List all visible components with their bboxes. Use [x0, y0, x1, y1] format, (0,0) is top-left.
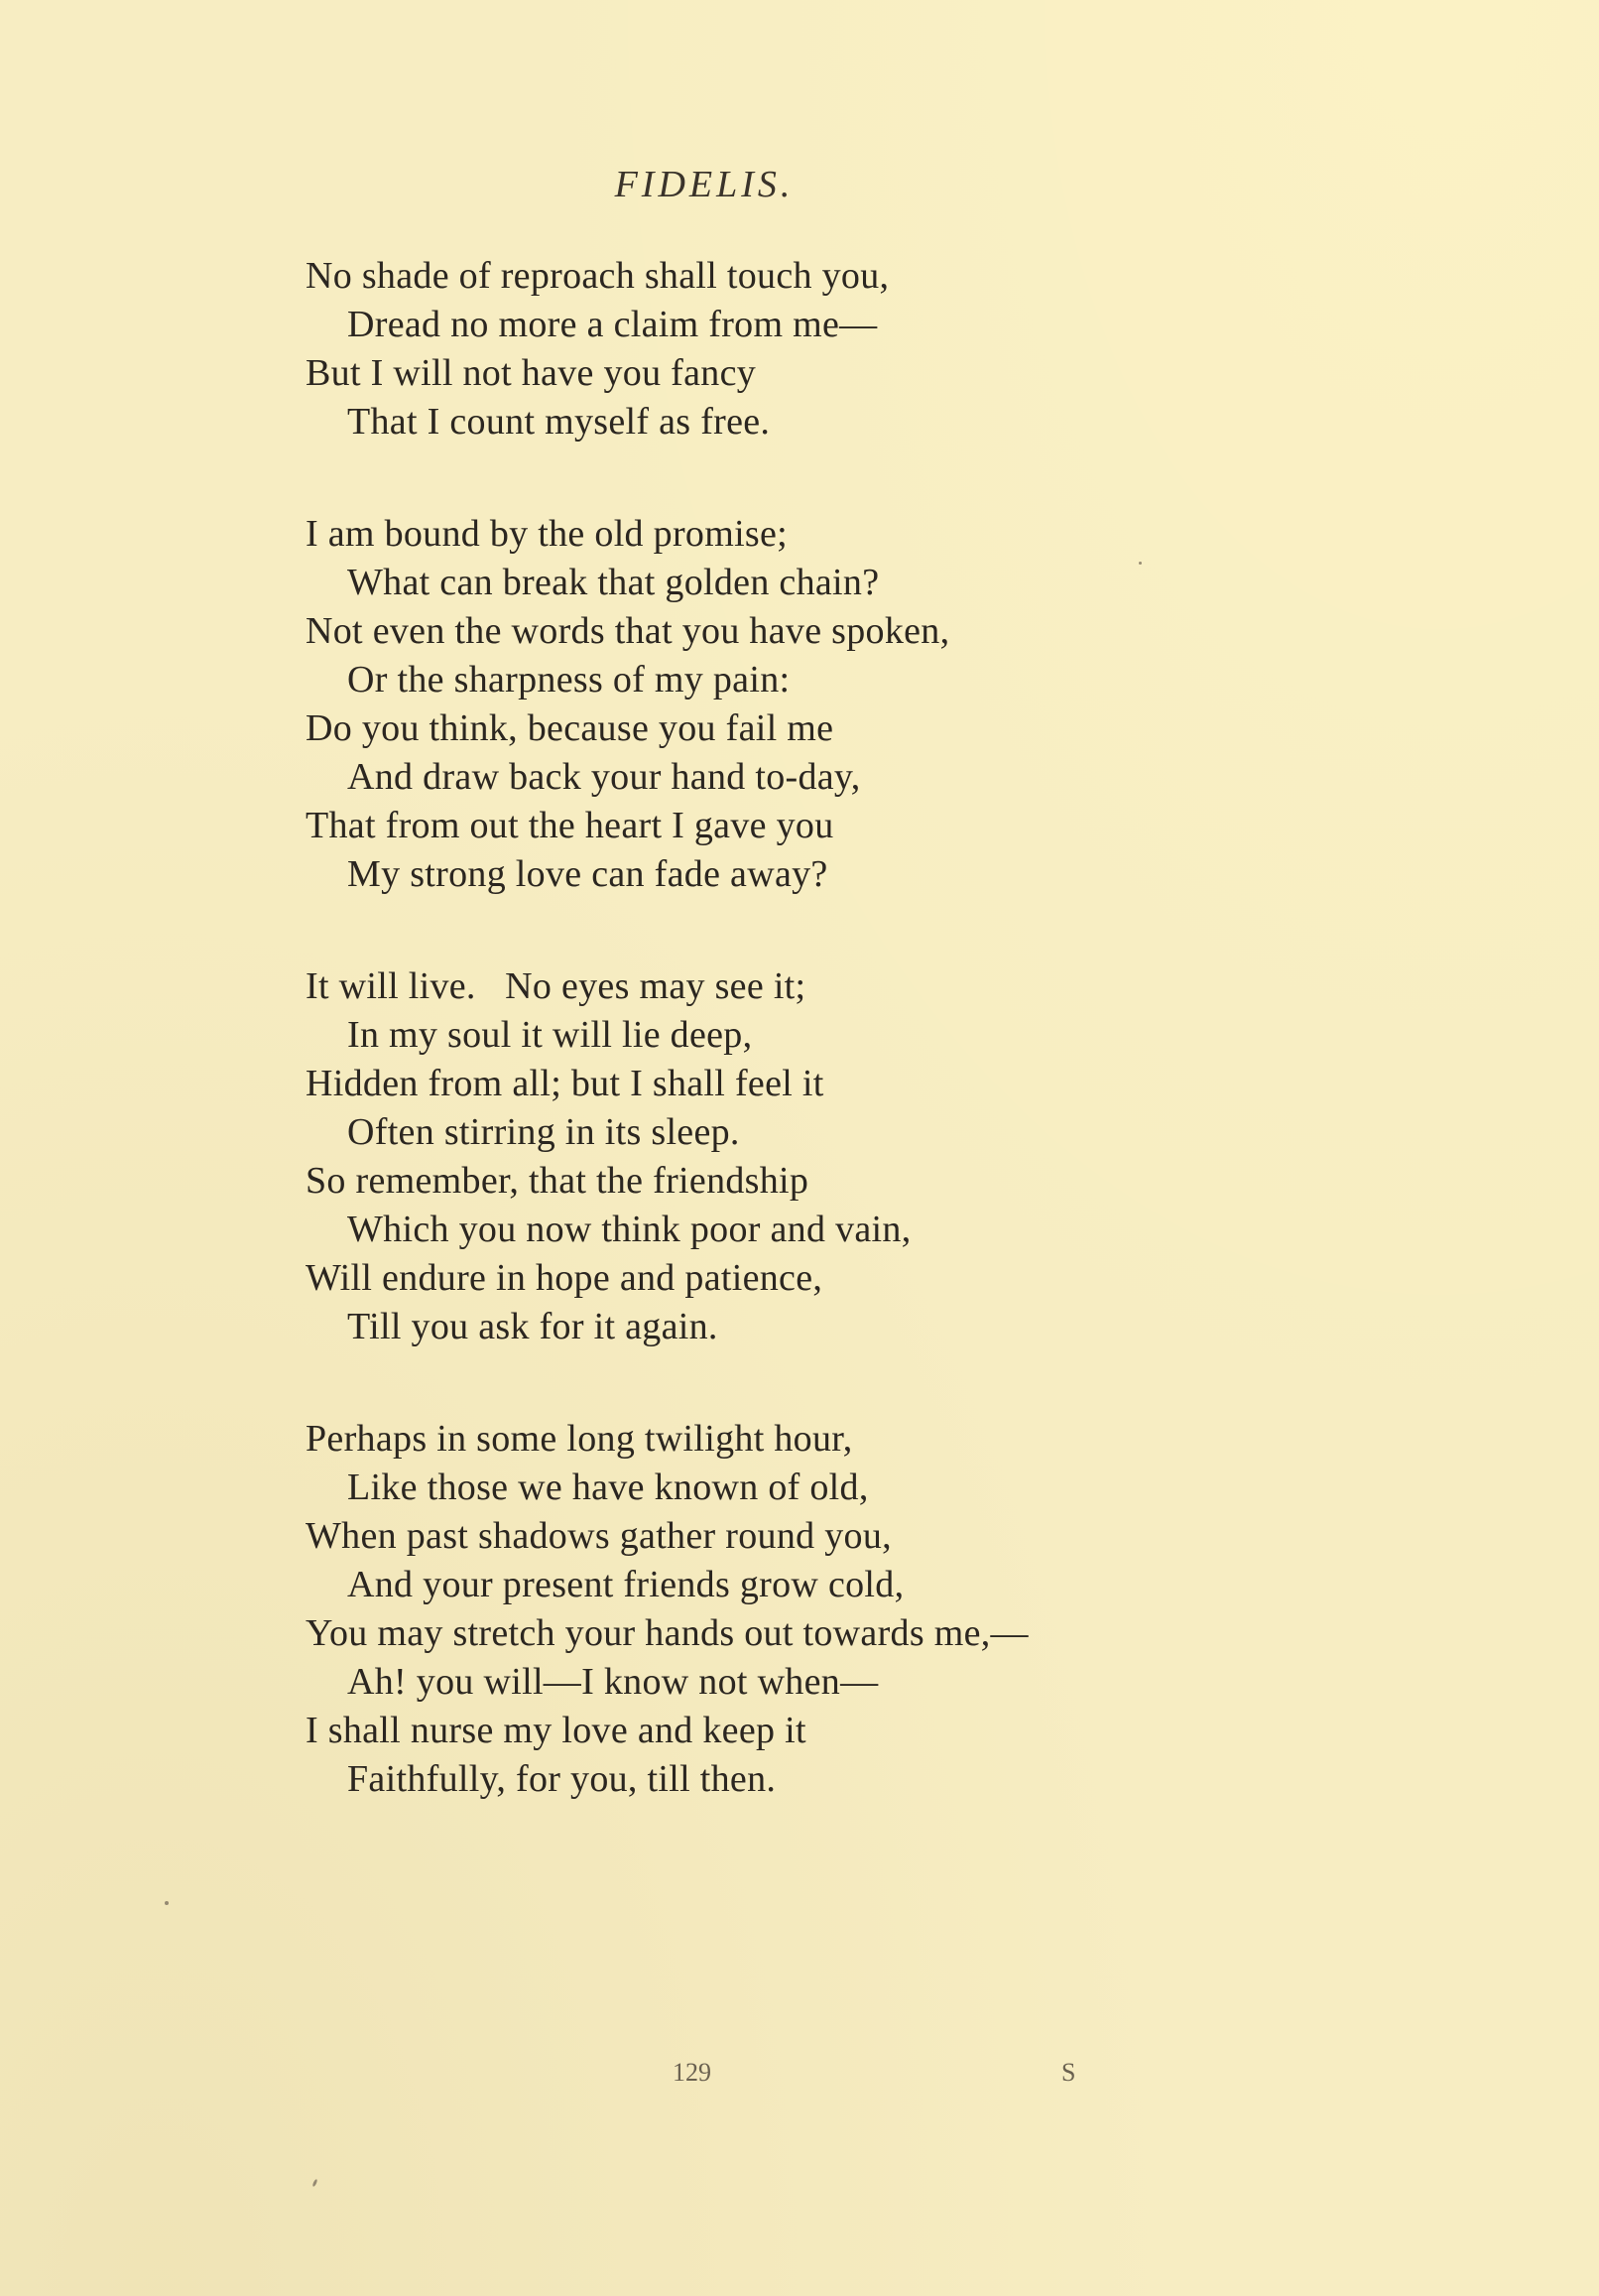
poem-line: No shade of reproach shall touch you,	[306, 255, 890, 297]
stanza-2	[306, 510, 1297, 899]
poem-line: Like those we have known of old,	[347, 1467, 869, 1508]
stanza-3	[306, 962, 1297, 1351]
poem-line: Often stirring in its sleep.	[347, 1111, 740, 1153]
paper-speck	[311, 2179, 317, 2188]
page-number: 129	[673, 2058, 711, 2087]
poem-line: When past shadows gather round you,	[306, 1515, 892, 1557]
poem-line: In my soul it will lie deep,	[347, 1014, 753, 1056]
poem-line: Dread no more a claim from me—	[347, 304, 878, 345]
poem-line: I am bound by the old promise;	[306, 513, 789, 555]
poem-line: Do you think, because you fail me	[306, 707, 834, 749]
poem-line: That from out the heart I gave you	[306, 805, 834, 846]
poem-line: Will endure in hope and patience,	[306, 1257, 823, 1299]
poem-line: Or the sharpness of my pain:	[347, 659, 791, 701]
poem-line: And draw back your hand to-day,	[347, 756, 861, 798]
poem-line: Faithfully, for you, till then.	[347, 1758, 777, 1800]
poem-body	[306, 252, 1297, 1867]
poem-line: But I will not have you fancy	[306, 352, 757, 394]
poem-line: Perhaps in some long twilight hour,	[306, 1418, 853, 1460]
poem-title: FIDELIS.	[614, 164, 795, 205]
paper-speck	[1139, 562, 1142, 565]
poem-line: Till you ask for it again.	[347, 1306, 718, 1347]
poem-line: It will live. No eyes may see it;	[306, 965, 806, 1007]
poem-line: My strong love can fade away?	[347, 853, 828, 895]
poem-line: You may stretch your hands out towards me,—	[306, 1612, 1029, 1654]
poem-line: And your present friends grow cold,	[347, 1564, 905, 1605]
poem-line: So remember, that the friendship	[306, 1160, 809, 1202]
signature-mark: S	[1061, 2058, 1076, 2087]
poem-line: Not even the words that you have spoken,	[306, 610, 950, 652]
stanza-1	[306, 252, 1297, 446]
stanza-4	[306, 1415, 1297, 1804]
poem-line: I shall nurse my love and keep it	[306, 1710, 806, 1751]
poem-line: Hidden from all; but I shall feel it	[306, 1063, 824, 1104]
paper-speck	[165, 1901, 169, 1905]
poem-line: That I count myself as free.	[347, 401, 771, 443]
poem-line: What can break that golden chain?	[347, 562, 880, 603]
poem-line: Ah! you will—I know not when—	[347, 1661, 879, 1703]
poem-line: Which you now think poor and vain,	[347, 1209, 912, 1250]
